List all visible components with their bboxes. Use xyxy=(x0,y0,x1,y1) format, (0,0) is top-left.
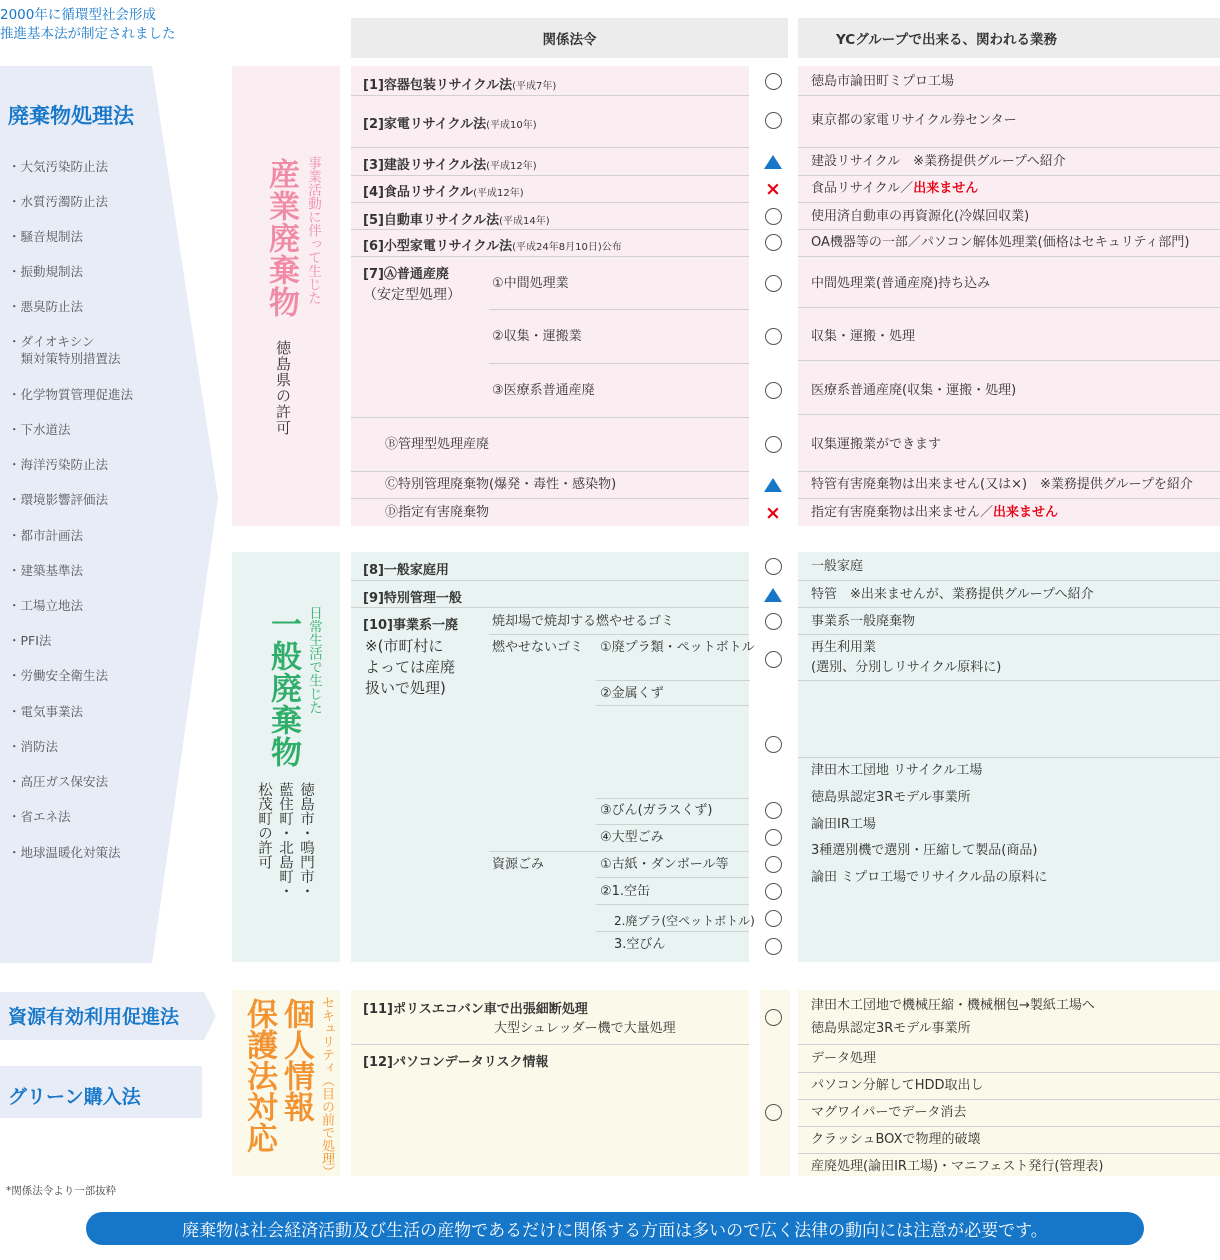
r9-work: 特管 ※出来ませんが、業務提供グループへ紹介 xyxy=(811,587,1094,602)
left-law-item: ・下水道法 xyxy=(8,422,71,437)
r7-sub-line-work xyxy=(798,414,1220,415)
left-law-item: ・化学物質管理促進法 xyxy=(8,387,134,402)
industrial-mark-5-circle-icon xyxy=(765,208,782,225)
r10-rs1-mark-circle-icon xyxy=(765,856,782,873)
industrial-row-line xyxy=(351,229,749,230)
left-law-item: 類対策特別措置法 xyxy=(8,351,121,366)
r10-nb1-mark-circle-icon xyxy=(765,651,782,668)
r10-burn-line-work xyxy=(798,634,1220,635)
r11-law: [11]ポリスエコバン車で出張細断処理 xyxy=(363,1002,588,1017)
r12-work-item: パソコン分解してHDD取出し xyxy=(811,1078,984,1093)
r8-line xyxy=(351,580,749,581)
spacer xyxy=(749,680,750,681)
general-permit-1: 徳島市・鳴門市・ xyxy=(298,782,314,898)
r10-burn-line xyxy=(489,634,749,635)
r10-nb4: ④大型ごみ xyxy=(600,830,664,845)
industrial-law-2: [2]家電リサイクル法(平成10年) xyxy=(363,117,537,132)
r10-rs3-line xyxy=(596,931,749,932)
r7-sub-line-work xyxy=(798,307,1220,308)
r10-burn: 焼却場で焼却する燃やせるゴミ xyxy=(492,614,675,629)
r7-d-work: 指定有害廃棄物は出来ません／出来ません xyxy=(811,505,1059,520)
left-law-item: ・悪臭防止法 xyxy=(8,299,84,314)
left-law-item: ・地球温暖化対策法 xyxy=(8,845,121,860)
r12-work-line xyxy=(798,1153,1220,1154)
r10-note-line: 扱いで処理) xyxy=(365,679,446,697)
industrial-work-6: OA機器等の一部／パソコン解体処理業(価格はセキュリティ部門) xyxy=(811,235,1190,250)
r12-mark-circle-icon xyxy=(765,1104,782,1121)
industrial-row-line-work xyxy=(798,147,1220,148)
industrial-row-line-work xyxy=(798,202,1220,203)
privacy-title-1: 個人情報 xyxy=(278,998,314,1122)
r7-d-mark-cross-icon: × xyxy=(765,502,781,524)
industrial-row-line xyxy=(351,256,749,257)
privacy-title-2: 保護法対応 xyxy=(241,998,277,1153)
header-work: YCグループで出来る、関われる業務 xyxy=(798,18,1220,58)
r7-sub-label: ①中間処理業 xyxy=(492,276,569,291)
left-law-item: ・水質汚濁防止法 xyxy=(8,194,109,209)
r10-nb1-line-work xyxy=(798,680,1220,681)
left-law-item: ・騒音規制法 xyxy=(8,229,84,244)
r10-nb2-line xyxy=(596,705,749,706)
cannot-do-label: 出来ません xyxy=(913,181,979,196)
left-law-item: ・PFI法 xyxy=(8,633,52,648)
industrial-law-1: [1]容器包装リサイクル法(平成7年) xyxy=(363,78,557,93)
r11-work-1: 津田木工団地で機械圧縮・機械梱包→製紙工場へ xyxy=(811,998,1095,1013)
left-law-item: ・労働安全衛生法 xyxy=(8,668,109,683)
r9-mark-triangle-icon xyxy=(764,588,782,602)
r7-sub-work: 中間処理業(普通産廃)持ち込み xyxy=(811,276,991,291)
r10-rs4-mark-circle-icon xyxy=(765,938,782,955)
industrial-law-6: [6]小型家電リサイクル法(平成24年8月10日)公布 xyxy=(363,239,622,254)
industrial-work-3: 建設リサイクル ※業務提供グループへ紹介 xyxy=(811,154,1066,169)
intro-line-2: 推進基本法が制定されました xyxy=(0,26,176,42)
industrial-work-bg xyxy=(798,66,1220,526)
r12-work-item: クラッシュBOXで物理的破壊 xyxy=(811,1132,981,1147)
industrial-row-line-work xyxy=(798,229,1220,230)
r10-burn-mark-circle-icon xyxy=(765,613,782,630)
r10-nb1-line xyxy=(596,680,749,681)
r10-resource-line xyxy=(489,851,749,852)
industrial-row-line-work xyxy=(798,175,1220,176)
r10-rs1-line xyxy=(596,877,749,878)
law-year-note: (平成12年) xyxy=(473,188,524,199)
industrial-row-line-work xyxy=(798,95,1220,96)
r10-nonburn: 燃やせないゴミ xyxy=(492,640,584,655)
r7-sub-mark-circle-icon xyxy=(765,275,782,292)
r10-nb2: ②金属くず xyxy=(600,686,664,701)
r10-nb4-mark-circle-icon xyxy=(765,829,782,846)
left-law-item: ・ダイオキシン xyxy=(8,334,95,349)
r7-d-line xyxy=(351,498,749,499)
general-sub: 日常生活で生じた xyxy=(306,606,322,714)
r10-note-line: よっては産廃 xyxy=(365,658,456,676)
general-permit-3: 松茂町の許可 xyxy=(256,782,272,869)
r10-resource: 資源ごみ xyxy=(492,857,545,872)
r10-nb3: ③びん(ガラスくず) xyxy=(600,803,713,818)
r7-sub-mark-circle-icon xyxy=(765,328,782,345)
industrial-sub: 事業活動に伴って生じた xyxy=(305,156,321,305)
r9-law: [9]特別管理一般 xyxy=(363,591,462,606)
r7-sub-line xyxy=(489,309,749,310)
industrial-mark-3-triangle-icon xyxy=(764,155,782,169)
r8-mark-circle-icon xyxy=(765,558,782,575)
industrial-permit: 徳島県の許可 xyxy=(274,340,292,436)
law-year-note: (平成14年) xyxy=(499,216,550,227)
r10-nb1-work-2: (選別、分別しリサイクル原料に) xyxy=(811,660,1002,675)
r9-line xyxy=(351,607,749,608)
industrial-row-line xyxy=(351,175,749,176)
r10-rs2: ②1.空缶 xyxy=(600,884,651,899)
intro-line-1: 2000年に循環型社会形成 xyxy=(0,7,156,23)
industrial-law-3: [3]建設リサイクル法(平成12年) xyxy=(363,158,537,173)
r12-work-item: マグワイパーでデータ消去 xyxy=(811,1105,967,1120)
r12-work-line xyxy=(798,1099,1220,1100)
industrial-mark-2-circle-icon xyxy=(765,112,782,129)
left-law-item: ・電気事業法 xyxy=(8,704,84,719)
industrial-title: 産業廃棄物 xyxy=(263,158,299,318)
r10-note-line: ※(市町村に xyxy=(365,637,444,655)
r7-c-mark-triangle-icon xyxy=(764,478,782,492)
r7-head2: （安定型処理） xyxy=(363,287,461,303)
law-year-note: (平成10年) xyxy=(486,120,537,131)
r10-nb1: ①廃プラ類・ペットボトル xyxy=(600,640,755,655)
industrial-row-line-work xyxy=(798,256,1220,257)
industrial-work-1: 徳島市論田町ミプロ工場 xyxy=(811,74,955,89)
r11-line-work xyxy=(798,1044,1220,1045)
r7-sub-work: 収集・運搬・処理 xyxy=(811,329,916,344)
r7-sub-label: ②収集・運搬業 xyxy=(492,329,582,344)
r7-d-line-work xyxy=(798,498,1220,499)
r9-line-work xyxy=(798,607,1220,608)
r11-law-2: 大型シュレッダー機で大量処理 xyxy=(494,1021,676,1036)
r10-rs2-mark-circle-icon xyxy=(765,883,782,900)
industrial-mark-6-circle-icon xyxy=(765,234,782,251)
privacy-sub: セキュリティ（目の前で処理） xyxy=(319,996,334,1178)
r7-head: [7]Ⓐ普通産廃 xyxy=(363,267,449,282)
privacy-law-bg xyxy=(351,990,749,1176)
header-law: 関係法令 xyxy=(351,18,788,58)
r12-law: [12]パソコンデータリスク情報 xyxy=(363,1055,549,1070)
left-law-item: ・省エネ法 xyxy=(8,809,71,824)
r7-d-label: Ⓓ指定有害廃棄物 xyxy=(385,505,490,520)
r10-nb2-mark-circle-icon xyxy=(765,736,782,753)
industrial-mark-1-circle-icon xyxy=(765,73,782,90)
r12-work-line xyxy=(798,1072,1220,1073)
industrial-row-line xyxy=(351,147,749,148)
r10-rs3-mark-circle-icon xyxy=(765,910,782,927)
r10-works-line xyxy=(798,757,1220,758)
law-green: グリーン購入法 xyxy=(8,1086,141,1108)
left-law-item: ・環境影響評価法 xyxy=(8,492,109,507)
r7-b-mark-circle-icon xyxy=(765,436,782,453)
r10-rs2-line xyxy=(596,904,749,905)
r10-work-item: 論田IR工場 xyxy=(811,817,876,832)
r7-sub-line-work xyxy=(798,360,1220,361)
r10-nb3-line-top xyxy=(596,798,749,799)
r10-note xyxy=(365,636,455,699)
industrial-law-5: [5]自動車リサイクル法(平成14年) xyxy=(363,213,550,228)
r12-work-item: 産廃処理(論田IR工場)・マニフェスト発行(管理表) xyxy=(811,1159,1104,1174)
law-year-note: (平成12年) xyxy=(486,161,537,172)
r7-sub-mark-circle-icon xyxy=(765,382,782,399)
r10-burn-work: 事業系一般廃棄物 xyxy=(811,614,916,629)
r10-rs1: ①古紙・ダンボール等 xyxy=(600,857,729,872)
r12-work-item: データ処理 xyxy=(811,1051,877,1066)
law-year-note: (平成24年8月10日)公布 xyxy=(512,242,622,253)
r7-sub-label: ③医療系普通産廃 xyxy=(492,383,595,398)
r10-nb1-work-1: 再生利用業 xyxy=(811,640,877,655)
r10-work-item: 津田木工団地 リサイクル工場 xyxy=(811,763,983,778)
industrial-law-4: [4]食品リサイクル(平成12年) xyxy=(363,185,524,200)
bottom-banner: 廃棄物は社会経済活動及び生活の産物であるだけに関係する方面は多いので広く法律の動向には注意が必要です。 xyxy=(86,1212,1144,1245)
intro-text xyxy=(0,6,176,44)
law-year-note: (平成7年) xyxy=(512,81,557,92)
left-law-item: ・建築基準法 xyxy=(8,563,84,578)
r8-law: [8]一般家庭用 xyxy=(363,563,449,578)
left-law-item: ・高圧ガス保安法 xyxy=(8,774,109,789)
r7-b-line-top xyxy=(351,417,749,418)
left-law-item: ・都市計画法 xyxy=(8,528,84,543)
r10-rs4: 3.空びん xyxy=(614,937,666,952)
r7-sub-line xyxy=(489,363,749,364)
r8-line-work xyxy=(798,580,1220,581)
r12-work-line xyxy=(798,1126,1220,1127)
left-law-item: ・海洋汚染防止法 xyxy=(8,457,109,472)
law-resource: 資源有効利用促進法 xyxy=(8,1006,180,1028)
r11-mark-circle-icon xyxy=(765,1009,782,1026)
r10-work-item: 3種選別機で選別・圧縮して製品(商品) xyxy=(811,843,1038,858)
left-law-item: ・消防法 xyxy=(8,739,59,754)
left-law-item: ・工場立地法 xyxy=(8,598,84,613)
r8-work: 一般家庭 xyxy=(811,559,864,574)
r7-c-work: 特管有害廃棄物は出来ません(又は×) ※業務提供グループを紹介 xyxy=(811,477,1193,492)
r10-work-item: 論田 ミプロ工場でリサイクル品の原料に xyxy=(811,870,1048,885)
cannot-do-label: 出来ません xyxy=(993,505,1059,520)
industrial-work-2: 東京都の家電リサイクル券センター xyxy=(811,113,1017,128)
r7-sub-work: 医療系普通産廃(収集・運搬・処理) xyxy=(811,383,1017,398)
r10-rs3: 2.廃プラ(空ペットボトル) xyxy=(614,914,755,928)
footnote: *関係法令より一部抜粋 xyxy=(6,1185,117,1197)
r10-law: [10]事業系一廃 xyxy=(363,618,458,633)
r11-line xyxy=(351,1044,749,1045)
r10-nb3-mark-circle-icon xyxy=(765,802,782,819)
r7-b-work: 収集運搬業ができます xyxy=(811,437,942,452)
industrial-work-4: 食品リサイクル／出来ません xyxy=(811,181,979,196)
industrial-row-line xyxy=(351,202,749,203)
r7-c-label: Ⓒ特別管理廃棄物(爆発・毒性・感染物) xyxy=(385,477,617,492)
r7-b-label: Ⓑ管理型処理産廃 xyxy=(385,437,490,452)
r10-work-item: 徳島県認定3Rモデル事業所 xyxy=(811,790,971,805)
industrial-row-line xyxy=(351,95,749,96)
industrial-work-5: 使用済自動車の再資源化(冷媒回収業) xyxy=(811,209,1030,224)
left-law-item: ・大気汚染防止法 xyxy=(8,159,109,174)
general-permit-2: 藍住町・北島町・ xyxy=(277,782,293,898)
r10-nb4-line-top xyxy=(596,824,749,825)
r11-work-2: 徳島県認定3Rモデル事業所 xyxy=(811,1021,971,1036)
r7-c-line xyxy=(351,471,749,472)
industrial-mark-4-cross-icon: × xyxy=(765,178,781,200)
left-title: 廃棄物処理法 xyxy=(8,104,134,128)
r7-c-line-work xyxy=(798,471,1220,472)
general-title: 一般廃棄物 xyxy=(265,608,301,768)
left-law-item: ・振動規制法 xyxy=(8,264,84,279)
